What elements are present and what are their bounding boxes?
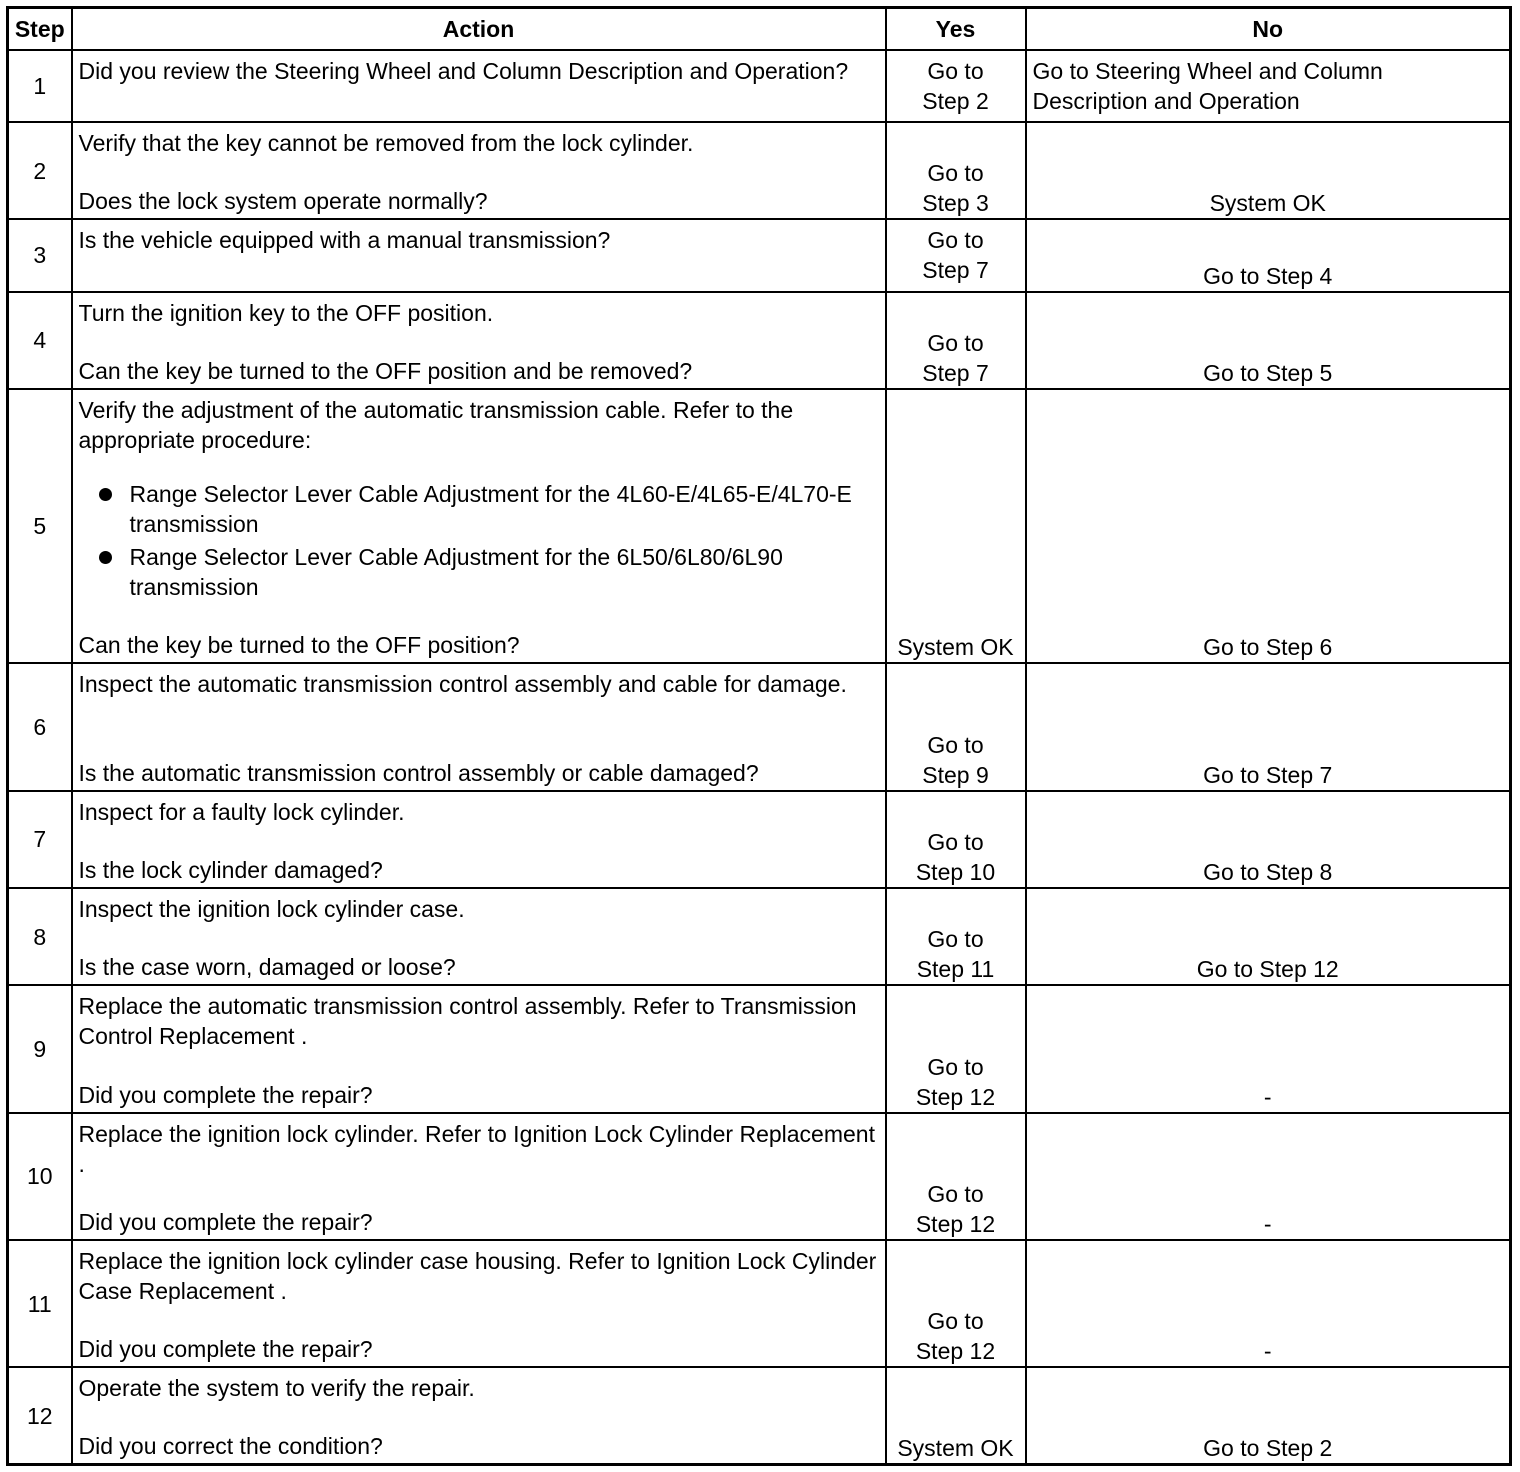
bullet-icon — [99, 551, 112, 564]
step-number: 3 — [8, 219, 72, 291]
action-question: Can the key be turned to the OFF position? — [78, 632, 520, 659]
bullet-icon — [99, 488, 112, 501]
step-number: 9 — [8, 985, 72, 1112]
no-text: Go to Step 12 — [1196, 956, 1339, 983]
no-text: - — [1263, 1338, 1272, 1365]
yes-text: Go to Step 12 — [915, 1053, 996, 1110]
action-cell — [72, 1240, 886, 1367]
step-number: 8 — [8, 888, 72, 985]
header-action: Action — [72, 8, 886, 51]
no-cell — [1026, 292, 1511, 389]
yes-text: Go to Step 12 — [915, 1180, 996, 1237]
yes-cell — [886, 1367, 1026, 1464]
yes-cell — [886, 985, 1026, 1112]
step-number: 1 — [8, 50, 72, 122]
header-yes: Yes — [886, 8, 1026, 51]
yes-cell — [886, 791, 1026, 888]
action-text: Replace the ignition lock cylinder case housing. Refer to Ignition Lock Cylinder Case Replacement . — [78, 1247, 877, 1304]
action-text: Inspect the ignition lock cylinder case. — [78, 896, 465, 923]
yes-cell — [886, 888, 1026, 985]
action-question: Did you correct the condition? — [78, 1433, 383, 1459]
yes-cell — [886, 389, 1026, 664]
action-cell — [72, 985, 886, 1112]
no-cell — [1026, 1113, 1511, 1240]
no-cell — [1026, 791, 1511, 888]
action-question: Did you complete the repair? — [78, 1336, 373, 1363]
table-row — [8, 1240, 1511, 1367]
yes-cell — [886, 50, 1026, 122]
step-number: 6 — [8, 663, 72, 790]
action-question: Is the lock cylinder damaged? — [78, 857, 383, 884]
header-no: No — [1026, 8, 1511, 51]
yes-text: Go to Step 11 — [916, 926, 995, 983]
action-cell — [72, 888, 886, 985]
action-text: Verify the adjustment of the automatic transmission cable. Refer to the appropriate procedure: — [78, 396, 794, 453]
procedure-list — [79, 479, 877, 602]
no-cell — [1026, 1240, 1511, 1367]
action-cell — [72, 1113, 886, 1240]
step-number: 12 — [8, 1367, 72, 1464]
step-number: 4 — [8, 292, 72, 389]
yes-text: Go to Step 2 — [922, 58, 989, 115]
table-row — [8, 389, 1511, 664]
action-cell — [72, 122, 886, 219]
no-text: Go to Steering Wheel and Column Description and Operation — [1032, 58, 1383, 115]
list-item-text: Range Selector Lever Cable Adjustment for the 4L60-E/4L65-E/4L70-E transmission — [129, 480, 852, 537]
action-cell — [72, 389, 886, 664]
table-row — [8, 985, 1511, 1112]
action-question: Is the case worn, damaged or loose? — [78, 954, 456, 981]
no-cell — [1026, 389, 1511, 664]
action-text: Turn the ignition key to the OFF position. — [78, 299, 494, 326]
action-cell — [72, 663, 886, 790]
yes-cell — [886, 219, 1026, 291]
no-text: Go to Step 5 — [1203, 359, 1333, 386]
action-cell — [72, 50, 886, 122]
yes-text: Go to Step 3 — [922, 160, 989, 217]
list-item-text: Range Selector Lever Cable Adjustment for the 6L50/6L80/6L90 transmission — [129, 543, 783, 600]
no-text: Go to Step 6 — [1203, 634, 1333, 661]
action-text: Verify that the key cannot be removed from the lock cylinder. — [78, 130, 694, 157]
action-text: Operate the system to verify the repair. — [78, 1375, 475, 1402]
step-number: 10 — [8, 1113, 72, 1240]
yes-text: Go to Step 10 — [915, 829, 996, 886]
action-text: Inspect the automatic transmission control assembly and cable for damage. — [78, 671, 847, 698]
no-cell — [1026, 50, 1511, 122]
table-row — [8, 1367, 1511, 1464]
no-text: Go to Step 8 — [1203, 859, 1333, 886]
table-row — [8, 888, 1511, 985]
table-row — [8, 663, 1511, 790]
step-number: 11 — [8, 1240, 72, 1367]
yes-cell — [886, 1113, 1026, 1240]
yes-cell — [886, 292, 1026, 389]
action-text: Replace the automatic transmission control assembly. Refer to Transmission Control Replacement . — [78, 993, 857, 1050]
no-cell — [1026, 219, 1511, 291]
action-text: Did you review the Steering Wheel and Column Description and Operation? — [78, 58, 849, 84]
list-item — [99, 542, 877, 602]
no-text: - — [1263, 1083, 1272, 1110]
no-cell — [1026, 985, 1511, 1112]
table-row — [8, 122, 1511, 219]
header-step: Step — [8, 8, 72, 51]
no-text: Go to Step 7 — [1203, 761, 1333, 788]
yes-text: Go to Step 12 — [915, 1308, 996, 1365]
diagnostic-table — [6, 6, 1512, 1466]
yes-text: Go to Step 7 — [922, 329, 989, 386]
no-text: Go to Step 4 — [1203, 262, 1333, 289]
action-question: Does the lock system operate normally? — [78, 188, 488, 215]
yes-cell — [886, 663, 1026, 790]
action-text: Is the vehicle equipped with a manual transmission? — [78, 227, 611, 254]
step-number: 7 — [8, 791, 72, 888]
action-text: Replace the ignition lock cylinder. Refer to Ignition Lock Cylinder Replacement . — [78, 1120, 875, 1177]
yes-cell — [886, 122, 1026, 219]
table-row — [8, 791, 1511, 888]
action-text: Inspect for a faulty lock cylinder. — [78, 798, 405, 825]
action-cell — [72, 219, 886, 291]
no-cell — [1026, 122, 1511, 219]
action-question: Is the automatic transmission control assembly or cable damaged? — [78, 759, 759, 786]
action-question: Did you complete the repair? — [78, 1081, 373, 1108]
no-text: - — [1263, 1210, 1272, 1237]
no-cell — [1026, 1367, 1511, 1464]
yes-text: Go to Step 7 — [922, 227, 989, 284]
list-item — [99, 479, 877, 539]
table-row — [8, 219, 1511, 291]
yes-cell — [886, 1240, 1026, 1367]
step-number: 5 — [8, 389, 72, 664]
yes-text: System OK — [897, 1435, 1014, 1461]
action-question: Can the key be turned to the OFF position and be removed? — [78, 357, 693, 384]
action-question: Did you complete the repair? — [78, 1208, 373, 1235]
table-row — [8, 1113, 1511, 1240]
no-text: Go to Step 2 — [1203, 1435, 1333, 1461]
step-number: 2 — [8, 122, 72, 219]
yes-text: Go to Step 9 — [922, 731, 989, 788]
no-cell — [1026, 663, 1511, 790]
action-cell — [72, 791, 886, 888]
table-row — [8, 292, 1511, 389]
action-cell — [72, 1367, 886, 1464]
no-cell — [1026, 888, 1511, 985]
action-body — [79, 395, 877, 605]
action-cell — [72, 292, 886, 389]
yes-text: System OK — [897, 634, 1014, 661]
table-row — [8, 50, 1511, 122]
no-text: System OK — [1209, 190, 1326, 217]
table-header-row — [8, 8, 1511, 51]
